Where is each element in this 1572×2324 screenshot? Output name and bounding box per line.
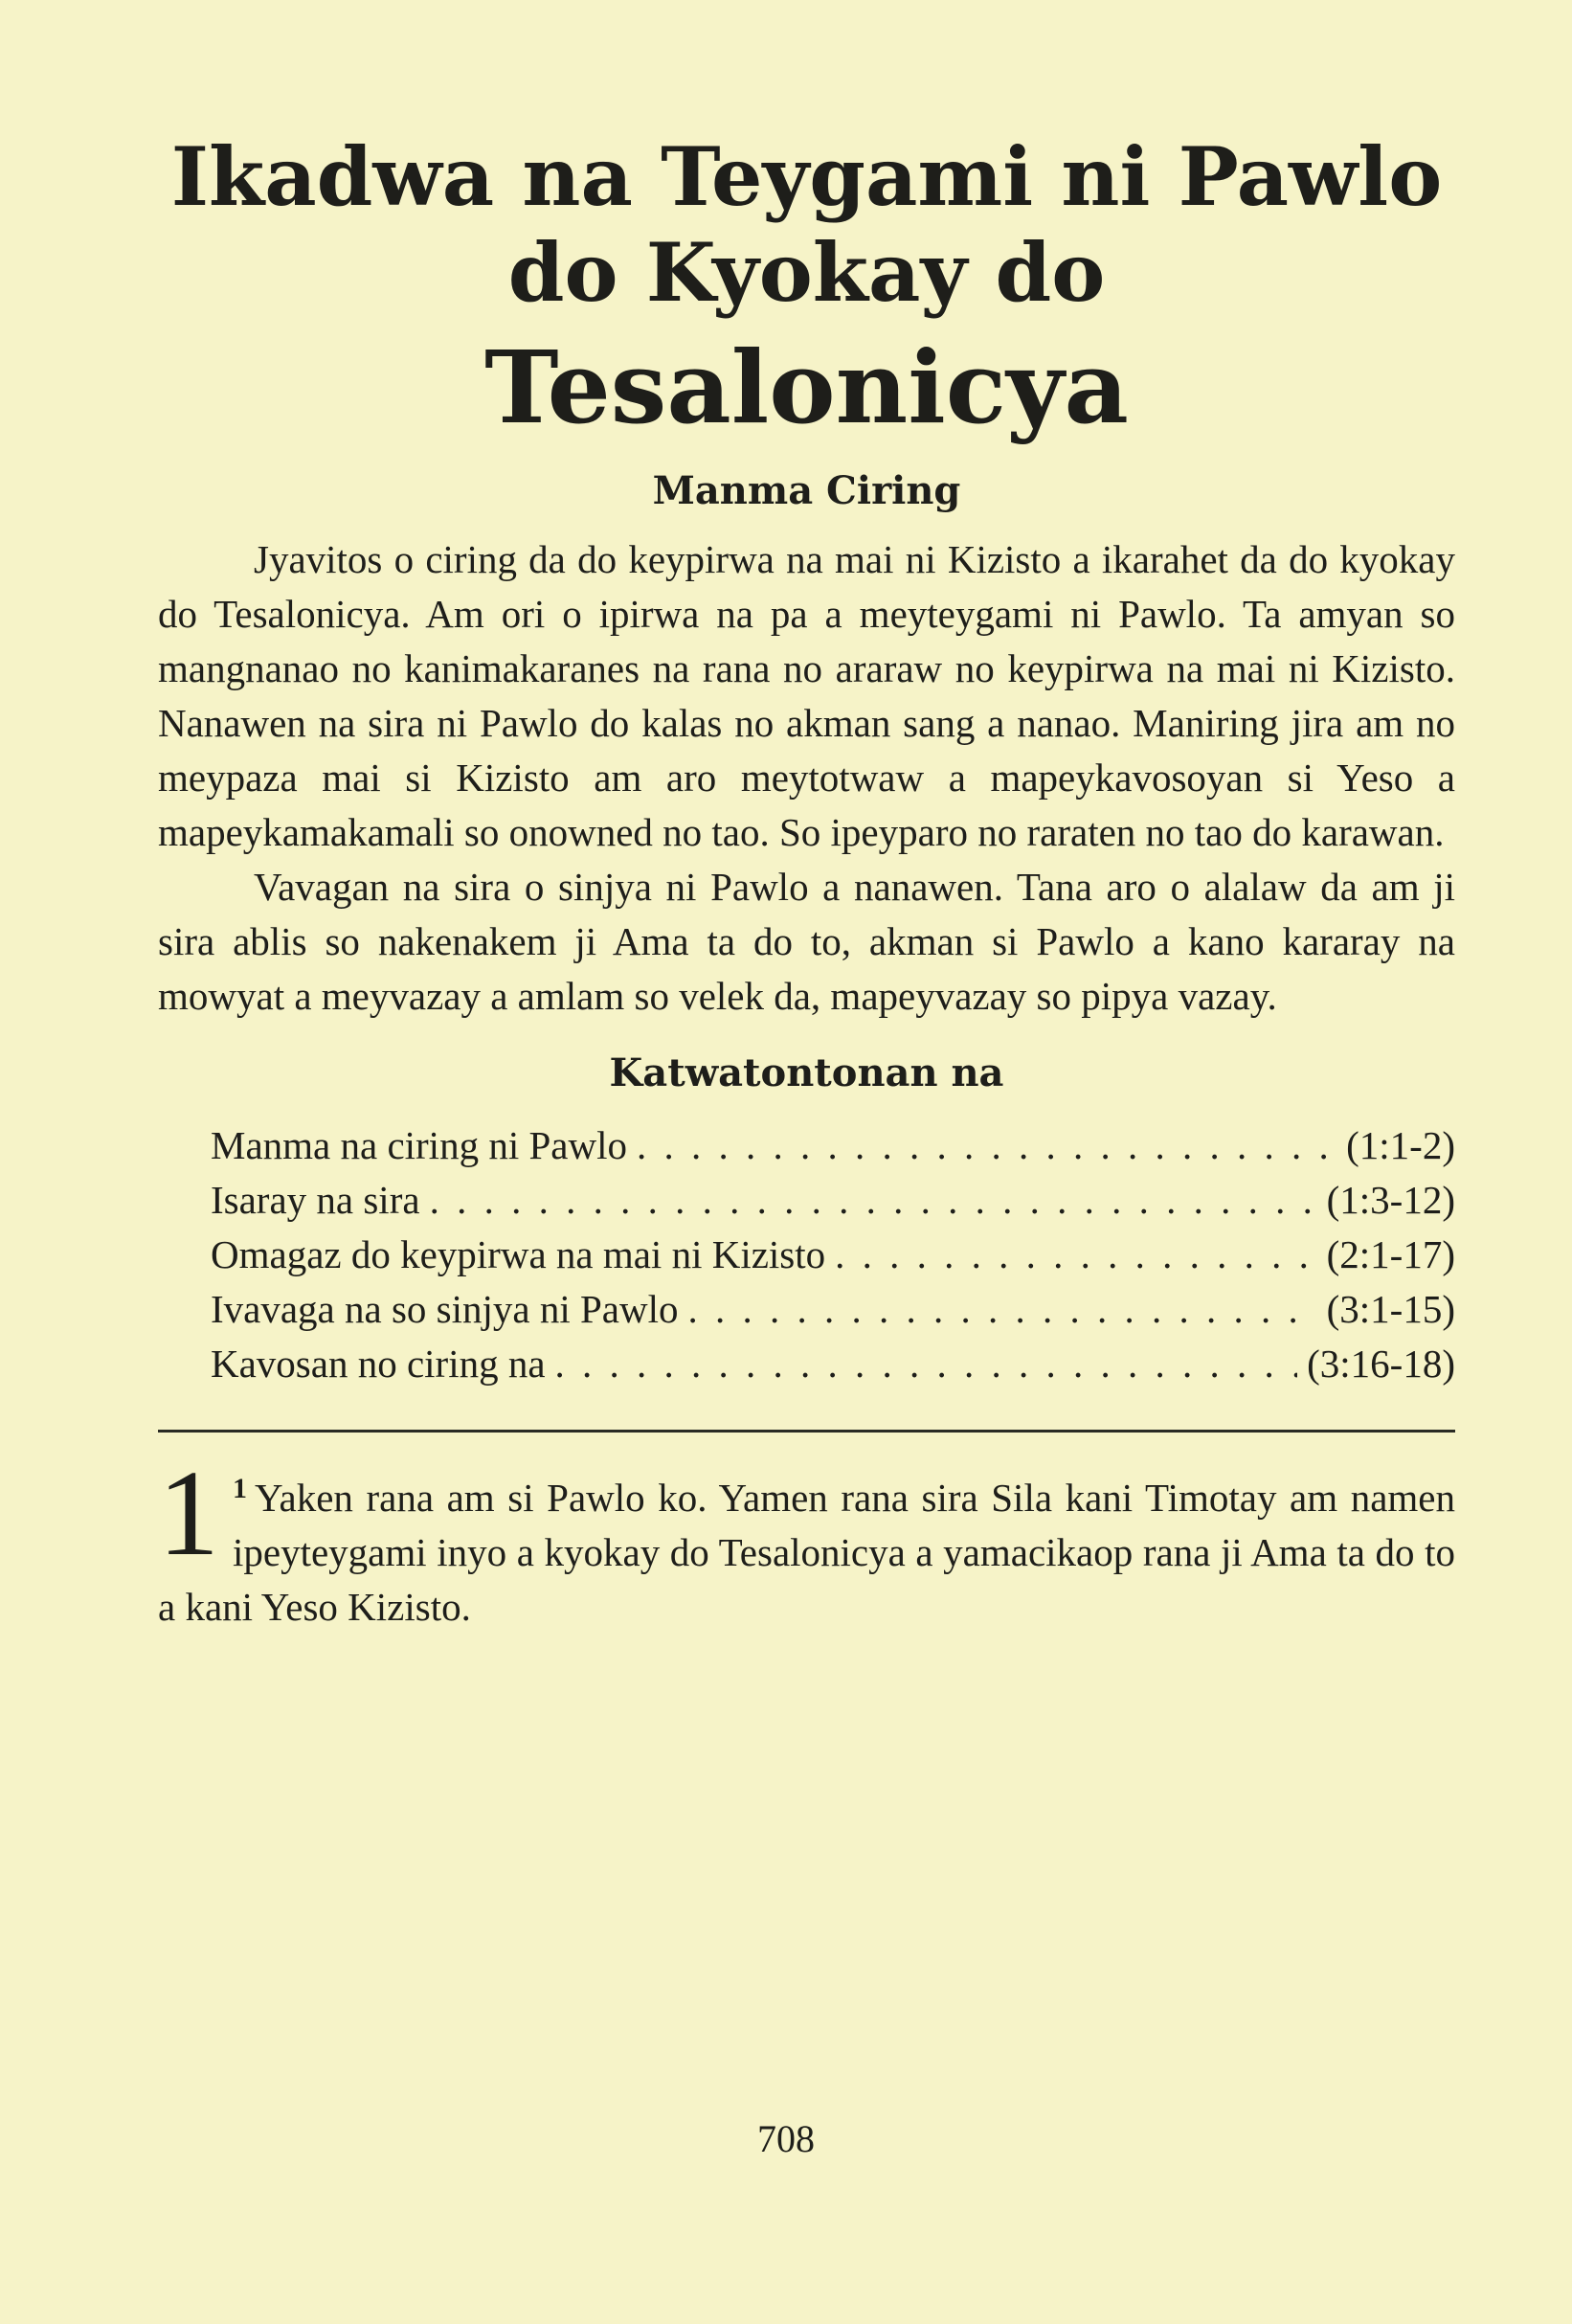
verse-text: Yaken rana am si Pawlo ko. Yamen rana sira Sila kani Timotay am namen ipeyteygami inyo a kyokay do Tesalonicya a yamacikaop rana ji Ama ta do to a kani Yeso Kizisto.	[158, 1476, 1455, 1629]
outline-item-reference: (1:1-2)	[1346, 1123, 1455, 1167]
outline-item-label: Ivavaga na so sinjya ni Pawlo	[211, 1287, 679, 1331]
outline-item	[211, 1173, 1455, 1228]
chapter-1	[158, 1445, 1455, 1635]
page-number: 708	[757, 2117, 815, 2160]
outline-item	[211, 1282, 1455, 1337]
leader-dots	[835, 1228, 1316, 1282]
outline-item	[211, 1228, 1455, 1282]
book-title-line-2: do Kyokay do	[507, 225, 1106, 320]
outline-heading: Katwatontonan na	[609, 1050, 1004, 1095]
outline-item-label: Omagaz do keypirwa na mai ni Kizisto	[211, 1232, 826, 1276]
book-title-line-1: Ikadwa na Teygami ni Pawlo	[170, 129, 1443, 224]
leader-dots	[555, 1337, 1298, 1391]
outline-item-reference: (2:1-17)	[1326, 1232, 1455, 1276]
outline-item-label: Manma na ciring ni Pawlo	[211, 1123, 627, 1167]
introduction	[158, 468, 1455, 1024]
leader-dots	[637, 1118, 1336, 1173]
introduction-heading: Manma Ciring	[652, 468, 961, 513]
book-title-line-3: Tesalonicya	[484, 328, 1129, 446]
leader-dots	[687, 1282, 1316, 1337]
outline-item-reference: (3:1-15)	[1326, 1287, 1455, 1331]
outline-item	[211, 1118, 1455, 1173]
leader-dots	[430, 1173, 1317, 1228]
chapter-number: 1	[158, 1445, 219, 1581]
outline-item-label: Isaray na sira	[211, 1178, 420, 1222]
outline-item-reference: (3:16-18)	[1307, 1342, 1455, 1386]
outline-item-label: Kavosan no ciring na	[211, 1342, 546, 1386]
outline-list	[158, 1118, 1455, 1391]
outline-item	[211, 1337, 1455, 1391]
section-divider	[158, 1430, 1455, 1433]
verse-number: 1	[233, 1473, 247, 1504]
page-content	[158, 129, 1455, 1635]
introduction-paragraph: Jyavitos o ciring da do keypirwa na mai ni Kizisto a ikarahet da do kyokay do Tesalonicya. Am ori o ipirwa na pa a meyteygami ni Pawlo. Ta amyan so mangnanao no kanimakaranes na rana no araraw no keypirwa na mai ni Kizisto. Nanawen na sira ni Pawlo do kalas no akman sang a nanao. Maniring jira am no meypaza mai si Kizisto am aro meytotwaw a mapeykavosoyan si Yeso a mapeykamakamali so onowned no tao. So ipeyparo no raraten no tao do karawan.	[158, 537, 1455, 854]
introduction-paragraph: Vavagan na sira o sinjya ni Pawlo a nanawen. Tana aro o alalaw da am ji sira ablis so nakenakem ji Ama ta do to, akman si Pawlo a kano kararay na mowyat a meyvazay a amlam so velek da, mapeyvazay so pipya vazay.	[158, 865, 1455, 1018]
outline-item-reference: (1:3-12)	[1326, 1178, 1455, 1222]
book-title	[158, 129, 1455, 455]
